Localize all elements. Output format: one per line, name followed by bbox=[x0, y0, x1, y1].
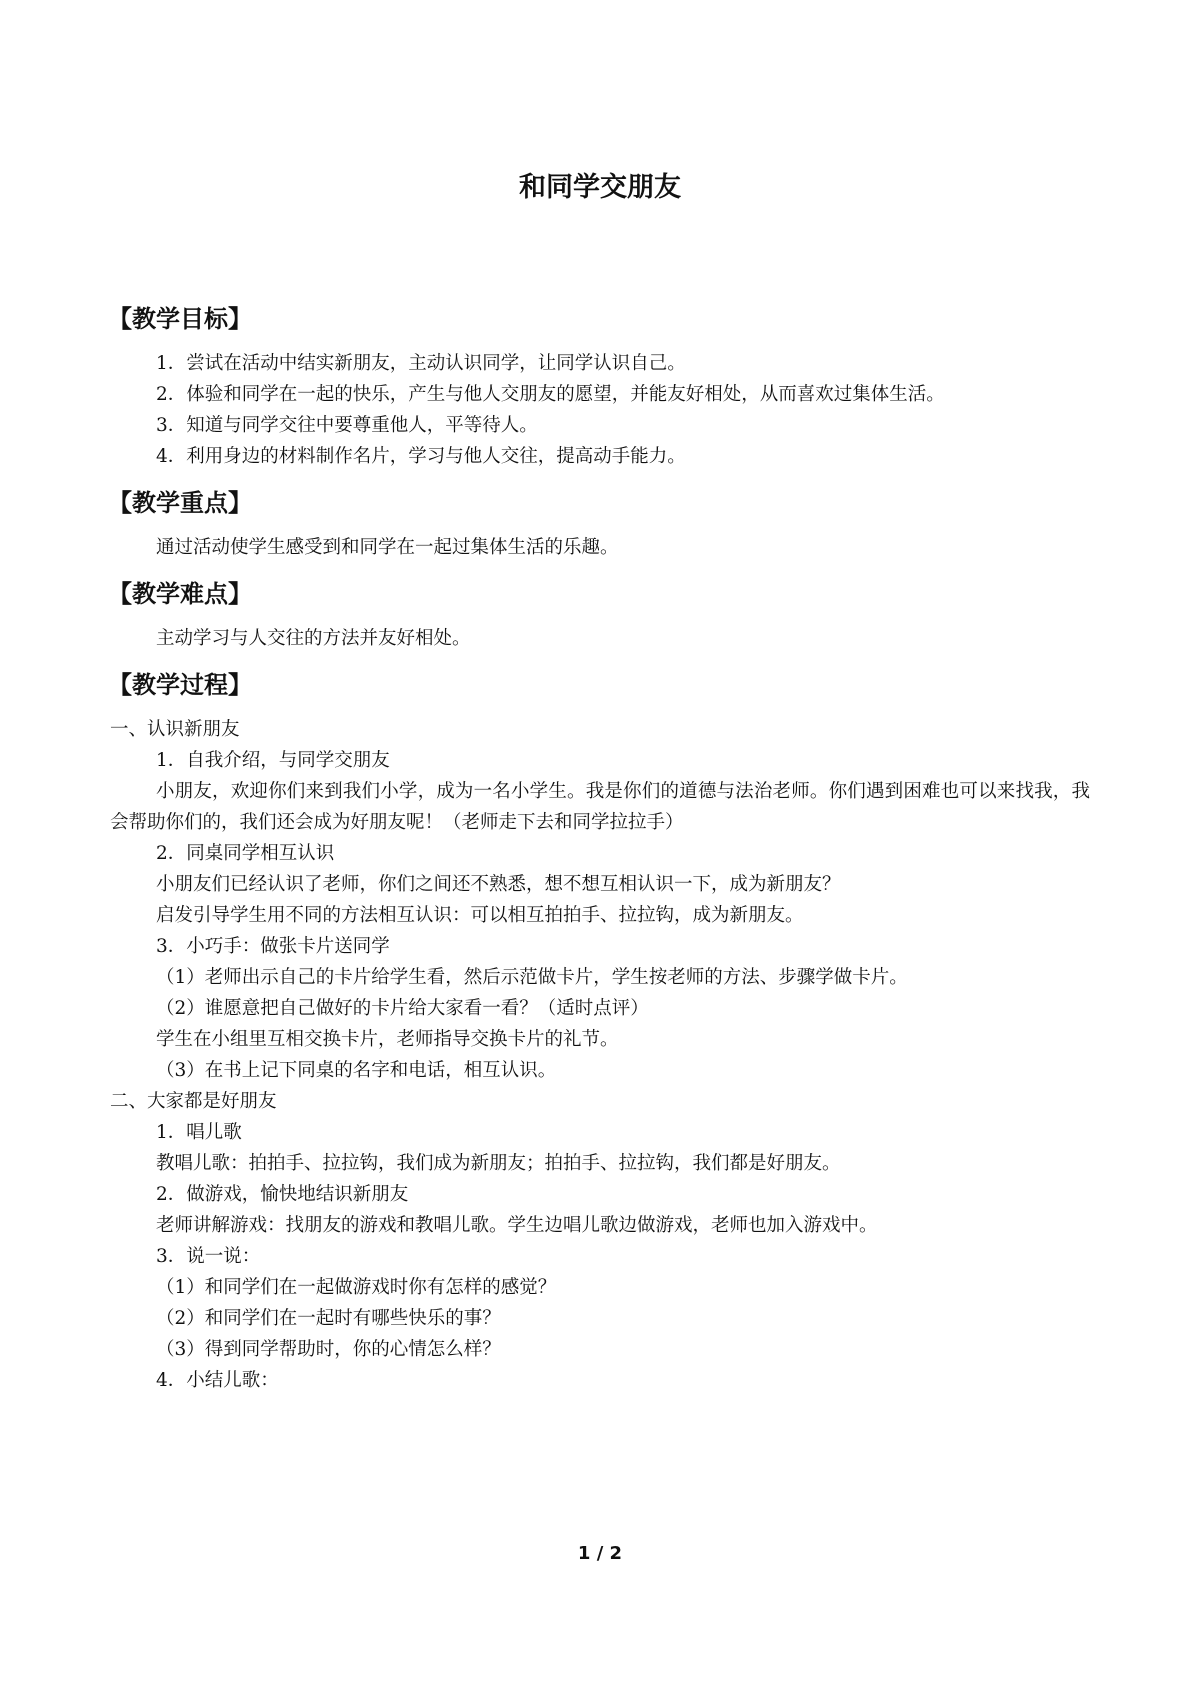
section-heading-difficulties: 【教学难点】 bbox=[108, 580, 252, 608]
section-heading-key-points: 【教学重点】 bbox=[108, 489, 252, 517]
document-title: 和同学交朋友 bbox=[519, 172, 681, 203]
document-body bbox=[110, 302, 1090, 1396]
process-part-heading: 一、认识新朋友 bbox=[110, 719, 240, 740]
process-line: 2．做游戏，愉快地结识新朋友 bbox=[156, 1184, 409, 1205]
process-part-heading: 二、大家都是好朋友 bbox=[110, 1091, 277, 1112]
goal-item: 4．利用身边的材料制作名片，学习与他人交往，提高动手能力。 bbox=[156, 446, 686, 467]
process-line: 学生在小组里互相交换卡片，老师指导交换卡片的礼节。 bbox=[156, 1029, 619, 1050]
process-line: 教唱儿歌：拍拍手、拉拉钩，我们成为新朋友；拍拍手、拉拉钩，我们都是好朋友。 bbox=[156, 1153, 841, 1174]
page-number: 1 / 2 bbox=[577, 1543, 623, 1564]
process-line: 3．说一说： bbox=[156, 1246, 261, 1267]
process-line: （2）和同学们在一起时有哪些快乐的事？ bbox=[156, 1308, 501, 1329]
section-heading-process: 【教学过程】 bbox=[108, 671, 252, 699]
process-line: （3）得到同学帮助时，你的心情怎么样？ bbox=[156, 1339, 501, 1360]
document-page bbox=[110, 0, 1090, 1684]
process-line: 2．同桌同学相互认识 bbox=[156, 843, 335, 864]
process-line: （1）和同学们在一起做游戏时你有怎样的感觉？ bbox=[156, 1277, 557, 1298]
goal-item: 3．知道与同学交往中要尊重他人，平等待人。 bbox=[156, 415, 538, 436]
process-line: 启发引导学生用不同的方法相互认识：可以相互拍拍手、拉拉钩，成为新朋友。 bbox=[156, 905, 804, 926]
process-line: （3）在书上记下同桌的名字和电话，相互认识。 bbox=[156, 1060, 557, 1081]
process-line: 老师讲解游戏：找朋友的游戏和教唱儿歌。学生边唱儿歌边做游戏，老师也加入游戏中。 bbox=[156, 1215, 878, 1236]
process-line: （2）谁愿意把自己做好的卡片给大家看一看？（适时点评） bbox=[156, 998, 649, 1019]
process-line: 1．唱儿歌 bbox=[156, 1122, 242, 1143]
key-points-text: 通过活动使学生感受到和同学在一起过集体生活的乐趣。 bbox=[156, 537, 619, 558]
process-line: 小朋友们已经认识了老师，你们之间还不熟悉，想不想互相认识一下，成为新朋友？ bbox=[156, 874, 841, 895]
section-heading-goals: 【教学目标】 bbox=[108, 305, 252, 333]
process-line: 1．自我介绍，与同学交朋友 bbox=[156, 750, 390, 771]
process-line: 4．小结儿歌： bbox=[156, 1370, 279, 1391]
process-line: 3．小巧手：做张卡片送同学 bbox=[156, 936, 390, 957]
goal-item: 2．体验和同学在一起的快乐，产生与他人交朋友的愿望，并能友好相处，从而喜欢过集体生活。 bbox=[156, 384, 945, 405]
process-line: （1）老师出示自己的卡片给学生看，然后示范做卡片，学生按老师的方法、步骤学做卡片。 bbox=[156, 967, 908, 988]
process-line: 小朋友，欢迎你们来到我们小学，成为一名小学生。我是你们的道德与法治老师。你们遇到困难也可以来找我，我会帮助你们的，我们还会成为好朋友呢！（老师走下去和同学拉拉手） bbox=[110, 781, 1090, 833]
difficulties-text: 主动学习与人交往的方法并友好相处。 bbox=[156, 628, 471, 649]
goal-item: 1．尝试在活动中结实新朋友，主动认识同学，让同学认识自己。 bbox=[156, 353, 686, 374]
